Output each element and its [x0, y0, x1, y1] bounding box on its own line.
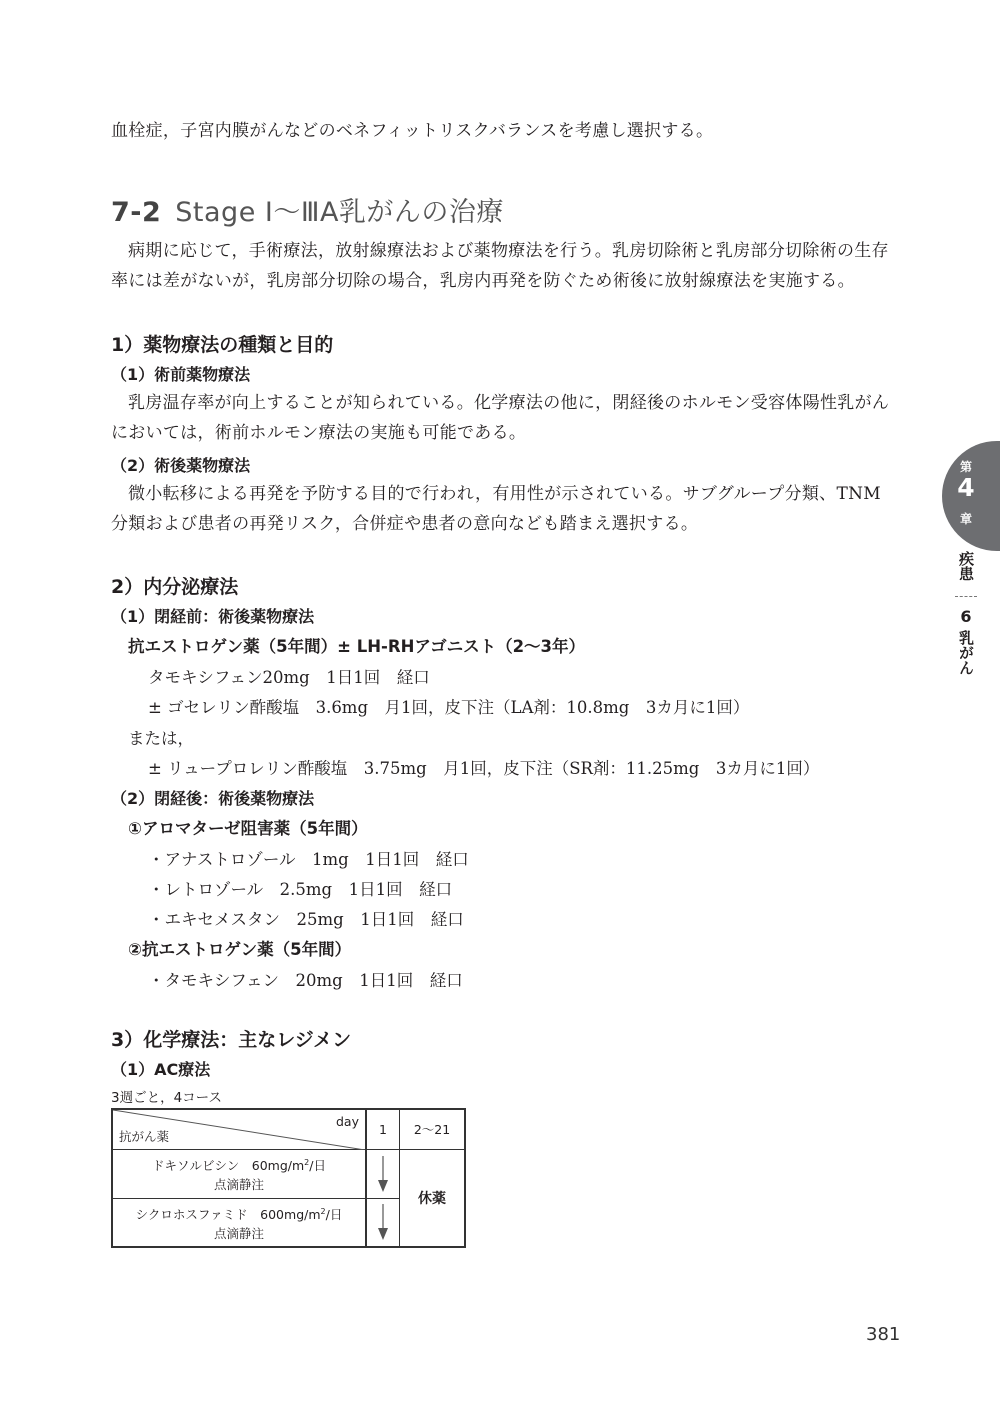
pre-line-1: タモキシフェン20mg 1日1回 経口 — [148, 668, 430, 687]
sub3-item1-heading: （1）AC療法 — [111, 1060, 211, 1079]
sub1-item1-text: 乳房温存率が向上することが知られている。化学療法の他に，閉経後のホルモン受容体陽性乳がんにおいては，術前ホルモン療法の実施も可能である。 — [111, 393, 890, 443]
section-title — [111, 190, 504, 229]
post-ai-heading: ①アロマターゼ阻害薬（5年間） — [128, 819, 368, 838]
down-arrow-icon — [376, 1154, 390, 1194]
chapter-number: 4 — [957, 473, 975, 502]
rest-cell: 休薬 — [400, 1149, 466, 1247]
category-label: 疾患 — [957, 551, 975, 581]
sub1-item1-heading: （1）術前薬物療法 — [111, 365, 251, 384]
side-divider — [955, 596, 977, 597]
sub1-heading: 1）薬物療法の種類と目的 — [111, 334, 334, 356]
header-drug: 抗がん薬 — [119, 1128, 170, 1144]
post-ai-line-2: ・レトロゾール 2.5mg 1日1回 経口 — [148, 880, 453, 899]
drug-route: 点滴静注 — [213, 1177, 264, 1193]
post-ai-line-3: ・エキセメスタン 25mg 1日1回 経口 — [148, 910, 464, 929]
sub2-post-heading: （2）閉経後：術後薬物療法 — [111, 789, 315, 808]
drug-name: ドキソルビシン 60mg/m — [152, 1158, 305, 1174]
sub1-item2-heading: （2）術後薬物療法 — [111, 456, 251, 475]
pre-line-2: ± ゴセレリン酢酸塩 3.6mg 月1回，皮下注（LA剤：10.8mg 3カ月に1回） — [148, 698, 750, 717]
sub2-heading: 2）内分泌療法 — [111, 576, 239, 598]
arrow-cell — [366, 1149, 400, 1198]
chapter-suffix: 章 — [959, 512, 972, 526]
regimen-table — [111, 1108, 466, 1248]
schedule-note: 3週ごと，4コース — [111, 1090, 223, 1106]
drug-name: シクロホスファミド 600mg/m — [135, 1206, 321, 1222]
pre-or: または， — [128, 729, 194, 748]
drug-route: 点滴静注 — [213, 1225, 264, 1241]
post-ae-line-1: ・タモキシフェン 20mg 1日1回 経口 — [148, 971, 463, 990]
section-number: 7-2 — [111, 197, 162, 228]
pre-line-3: ± リュープロレリン酢酸塩 3.75mg 月1回，皮下注（SR剤：11.25mg 3カ月に1回） — [148, 759, 820, 778]
chapter-prefix: 第 — [959, 460, 972, 474]
table-header-corner — [112, 1109, 366, 1149]
header-days-rest: 2～21 — [400, 1109, 466, 1149]
topic-label: 乳がん — [957, 630, 975, 675]
topic-number: 6 — [960, 607, 972, 626]
down-arrow-icon — [376, 1202, 390, 1242]
sub3-heading: 3）化学療法：主なレジメン — [111, 1029, 352, 1051]
header-day: day — [336, 1114, 359, 1129]
sub2-pre-heading: （1）閉経前：術後薬物療法 — [111, 607, 315, 626]
section-title-text: Stage Ⅰ～ⅢA乳がんの治療 — [175, 197, 504, 228]
page-number: 381 — [866, 1324, 901, 1345]
sub1-item2-text: 微小転移による再発を予防する目的で行われ，有用性が示されている。サブグループ分類、TNM分類および患者の再発リスク，合併症や患者の意向なども踏まえ選択する。 — [111, 484, 881, 534]
arrow-cell — [366, 1198, 400, 1247]
sub2-pre-drug-heading: 抗エストロゲン薬（5年間）± LH-RHアゴニスト（2～3年） — [128, 637, 586, 656]
table-row: シクロホスファミド $600mg/m^2/$日 点滴静注 — [112, 1198, 366, 1247]
header-day-1: 1 — [366, 1109, 400, 1149]
post-ae-heading: ②抗エストロゲン薬（5年間） — [128, 940, 352, 959]
intro-line: 血栓症，子宮内膜がんなどのベネフィットリスクバランスを考慮し選択する。 — [111, 121, 714, 141]
post-ai-line-1: ・アナストロゾール 1mg 1日1回 経口 — [148, 850, 469, 869]
table-row: ドキソルビシン $60mg/m^2/$日 点滴静注 — [112, 1149, 366, 1198]
section-paragraph: 病期に応じて，手術療法，放射線療法および薬物療法を行う。乳房切除術と乳房部分切除術の生存率には差がないが，乳房部分切除の場合，乳房内再発を防ぐため術後に放射線療法を実施する。 — [111, 241, 889, 291]
